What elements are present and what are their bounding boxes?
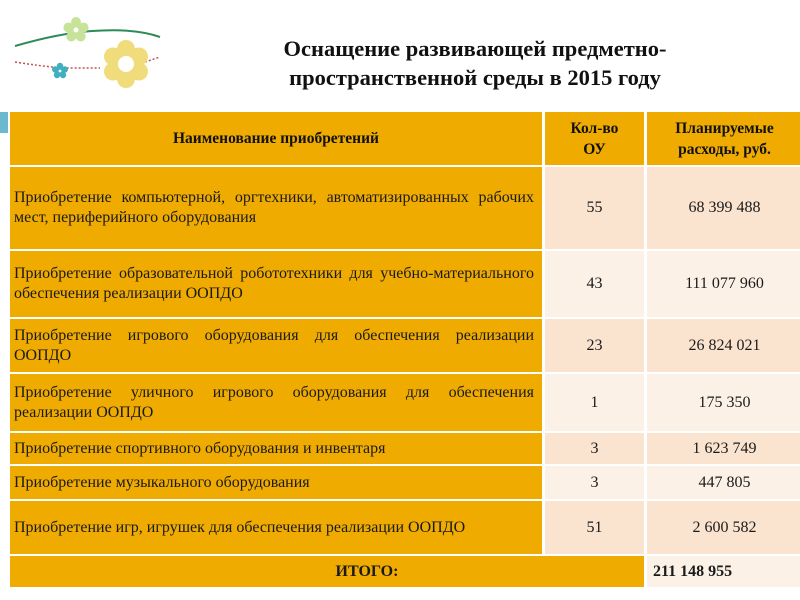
flower-yellow-icon bbox=[104, 40, 148, 88]
table-row bbox=[10, 374, 800, 431]
header-count bbox=[545, 112, 647, 165]
row-count: 55 bbox=[545, 167, 647, 249]
row-name: Приобретение образовательной робототехники для учебно-материального обеспечения реализации ООПДО bbox=[10, 251, 545, 317]
slide-marker bbox=[0, 112, 8, 133]
header-cost-line1: Планируемые bbox=[675, 119, 774, 137]
row-count: 3 bbox=[545, 433, 647, 464]
row-name: Приобретение уличного игрового оборудования для обеспечения реализации ООПДО bbox=[10, 374, 545, 431]
table-row bbox=[10, 466, 800, 499]
row-cost: 1 623 749 bbox=[647, 433, 800, 464]
row-cost: 111 077 960 bbox=[647, 251, 800, 317]
row-cost: 175 350 bbox=[647, 374, 800, 431]
row-name: Приобретение игрового оборудования для обеспечения реализации ООПДО bbox=[10, 319, 545, 372]
table-row bbox=[10, 319, 800, 372]
table-row bbox=[10, 501, 800, 554]
table-row bbox=[10, 167, 800, 249]
title-line-1: Оснащение развивающей предметно- bbox=[283, 36, 667, 61]
row-count: 51 bbox=[545, 501, 647, 554]
total-value: 211 148 955 bbox=[647, 556, 800, 587]
row-name: Приобретение музыкального оборудования bbox=[10, 466, 545, 499]
row-cost: 2 600 582 bbox=[647, 501, 800, 554]
row-cost: 68 399 488 bbox=[647, 167, 800, 249]
row-count: 43 bbox=[545, 251, 647, 317]
wave-line-icon bbox=[15, 30, 160, 46]
header-cost-line2: расходы, руб. bbox=[678, 140, 771, 158]
total-label: ИТОГО: bbox=[10, 556, 647, 587]
row-cost: 447 805 bbox=[647, 466, 800, 499]
row-count: 3 bbox=[545, 466, 647, 499]
table-row bbox=[10, 433, 800, 464]
equipment-table bbox=[10, 110, 800, 589]
row-count: 23 bbox=[545, 319, 647, 372]
header-cost bbox=[647, 112, 800, 165]
flower-teal-icon bbox=[52, 63, 68, 78]
row-count: 1 bbox=[545, 374, 647, 431]
row-name: Приобретение компьютерной, оргтехники, автоматизированных рабочих мест, периферийного оборудования bbox=[10, 167, 545, 249]
table-header-row bbox=[10, 112, 800, 165]
header-name: Наименование приобретений bbox=[10, 112, 545, 165]
row-name: Приобретение игр, игрушек для обеспечения реализации ООПДО bbox=[10, 501, 545, 554]
flower-decoration bbox=[0, 0, 200, 105]
table-row bbox=[10, 251, 800, 317]
header-count-line1: Кол-во bbox=[570, 119, 619, 137]
row-cost: 26 824 021 bbox=[647, 319, 800, 372]
flower-green-icon bbox=[63, 17, 88, 42]
page-title bbox=[215, 34, 735, 92]
total-row bbox=[10, 556, 800, 587]
header-count-line2: ОУ bbox=[583, 140, 606, 158]
title-line-2: пространственной среды в 2015 году bbox=[289, 65, 661, 90]
row-name: Приобретение спортивного оборудования и инвентаря bbox=[10, 433, 545, 464]
